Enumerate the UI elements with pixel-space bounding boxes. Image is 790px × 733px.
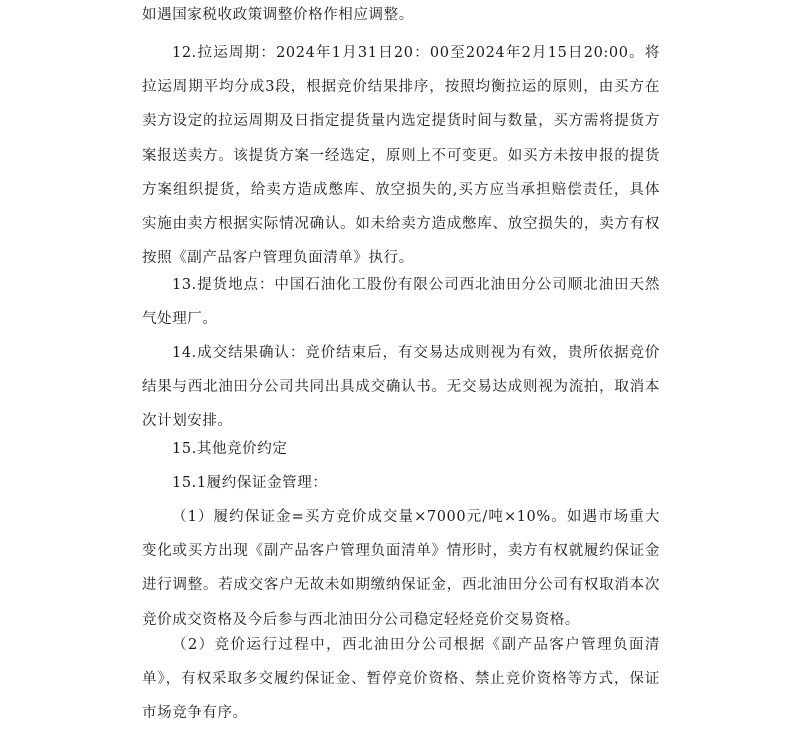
paragraph-tax-adjustment: 如遇国家税收政策调整价格作相应调整。 <box>142 7 414 23</box>
paragraph-deposit-rule-1: （1）履约保证金=买方竞价成交量×7000元/吨×10%。如遇市场重大变化或买方出现《副产品客户管理负面清单》情形时，卖方有权就履约保证金进行调整。若成交客户无故未如期缴纳保证金，西北油田分公司有权取消本次竞价成交资格及今后参与西北油田分公司稳定轻烃竞价交易资格。 <box>142 509 660 628</box>
section-heading-other-agreements: 15.其他竞价约定 <box>172 441 288 457</box>
paragraph-shipping-period: 12.拉运周期：2024年1月31日20：00至2024年2月15日20:00。将拉运周期平均分成3段，根据竞价结果排序，按照均衡拉运的原则，由买方在卖方设定的拉运周期及日指定提货量内选定提货时间与数量，买方需将提货方案报送卖方。该提货方案一经选定，原则上不可变更。如买方未按申报的提货方案组织提货，给卖方造成憋库、放空损失的,买方应当承担赔偿责任，具体实施由卖方根据实际情况确认。如未给卖方造成憋库、放空损失的，卖方有权按照《副产品客户管理负面清单》执行。 <box>142 45 660 267</box>
paragraph-result-confirmation: 14.成交结果确认：竞价结束后，有交易达成则视为有效，贵所依据竞价结果与西北油田分公司共同出具成交确认书。无交易达成则视为流拍，取消本次计划安排。 <box>142 345 660 430</box>
paragraph-deposit-rule-2: （2）竞价运行过程中，西北油田分公司根据《副产品客户管理负面清单》，有权采取多交履约保证金、暂停竞价资格、禁止竞价资格等方式，保证市场竞争有序。 <box>142 637 660 722</box>
subsection-heading-deposit: 15.1履约保证金管理： <box>172 475 328 491</box>
paragraph-pickup-location: 13.提货地点：中国石油化工股份有限公司西北油田分公司顺北油田天然气处理厂。 <box>142 277 660 328</box>
